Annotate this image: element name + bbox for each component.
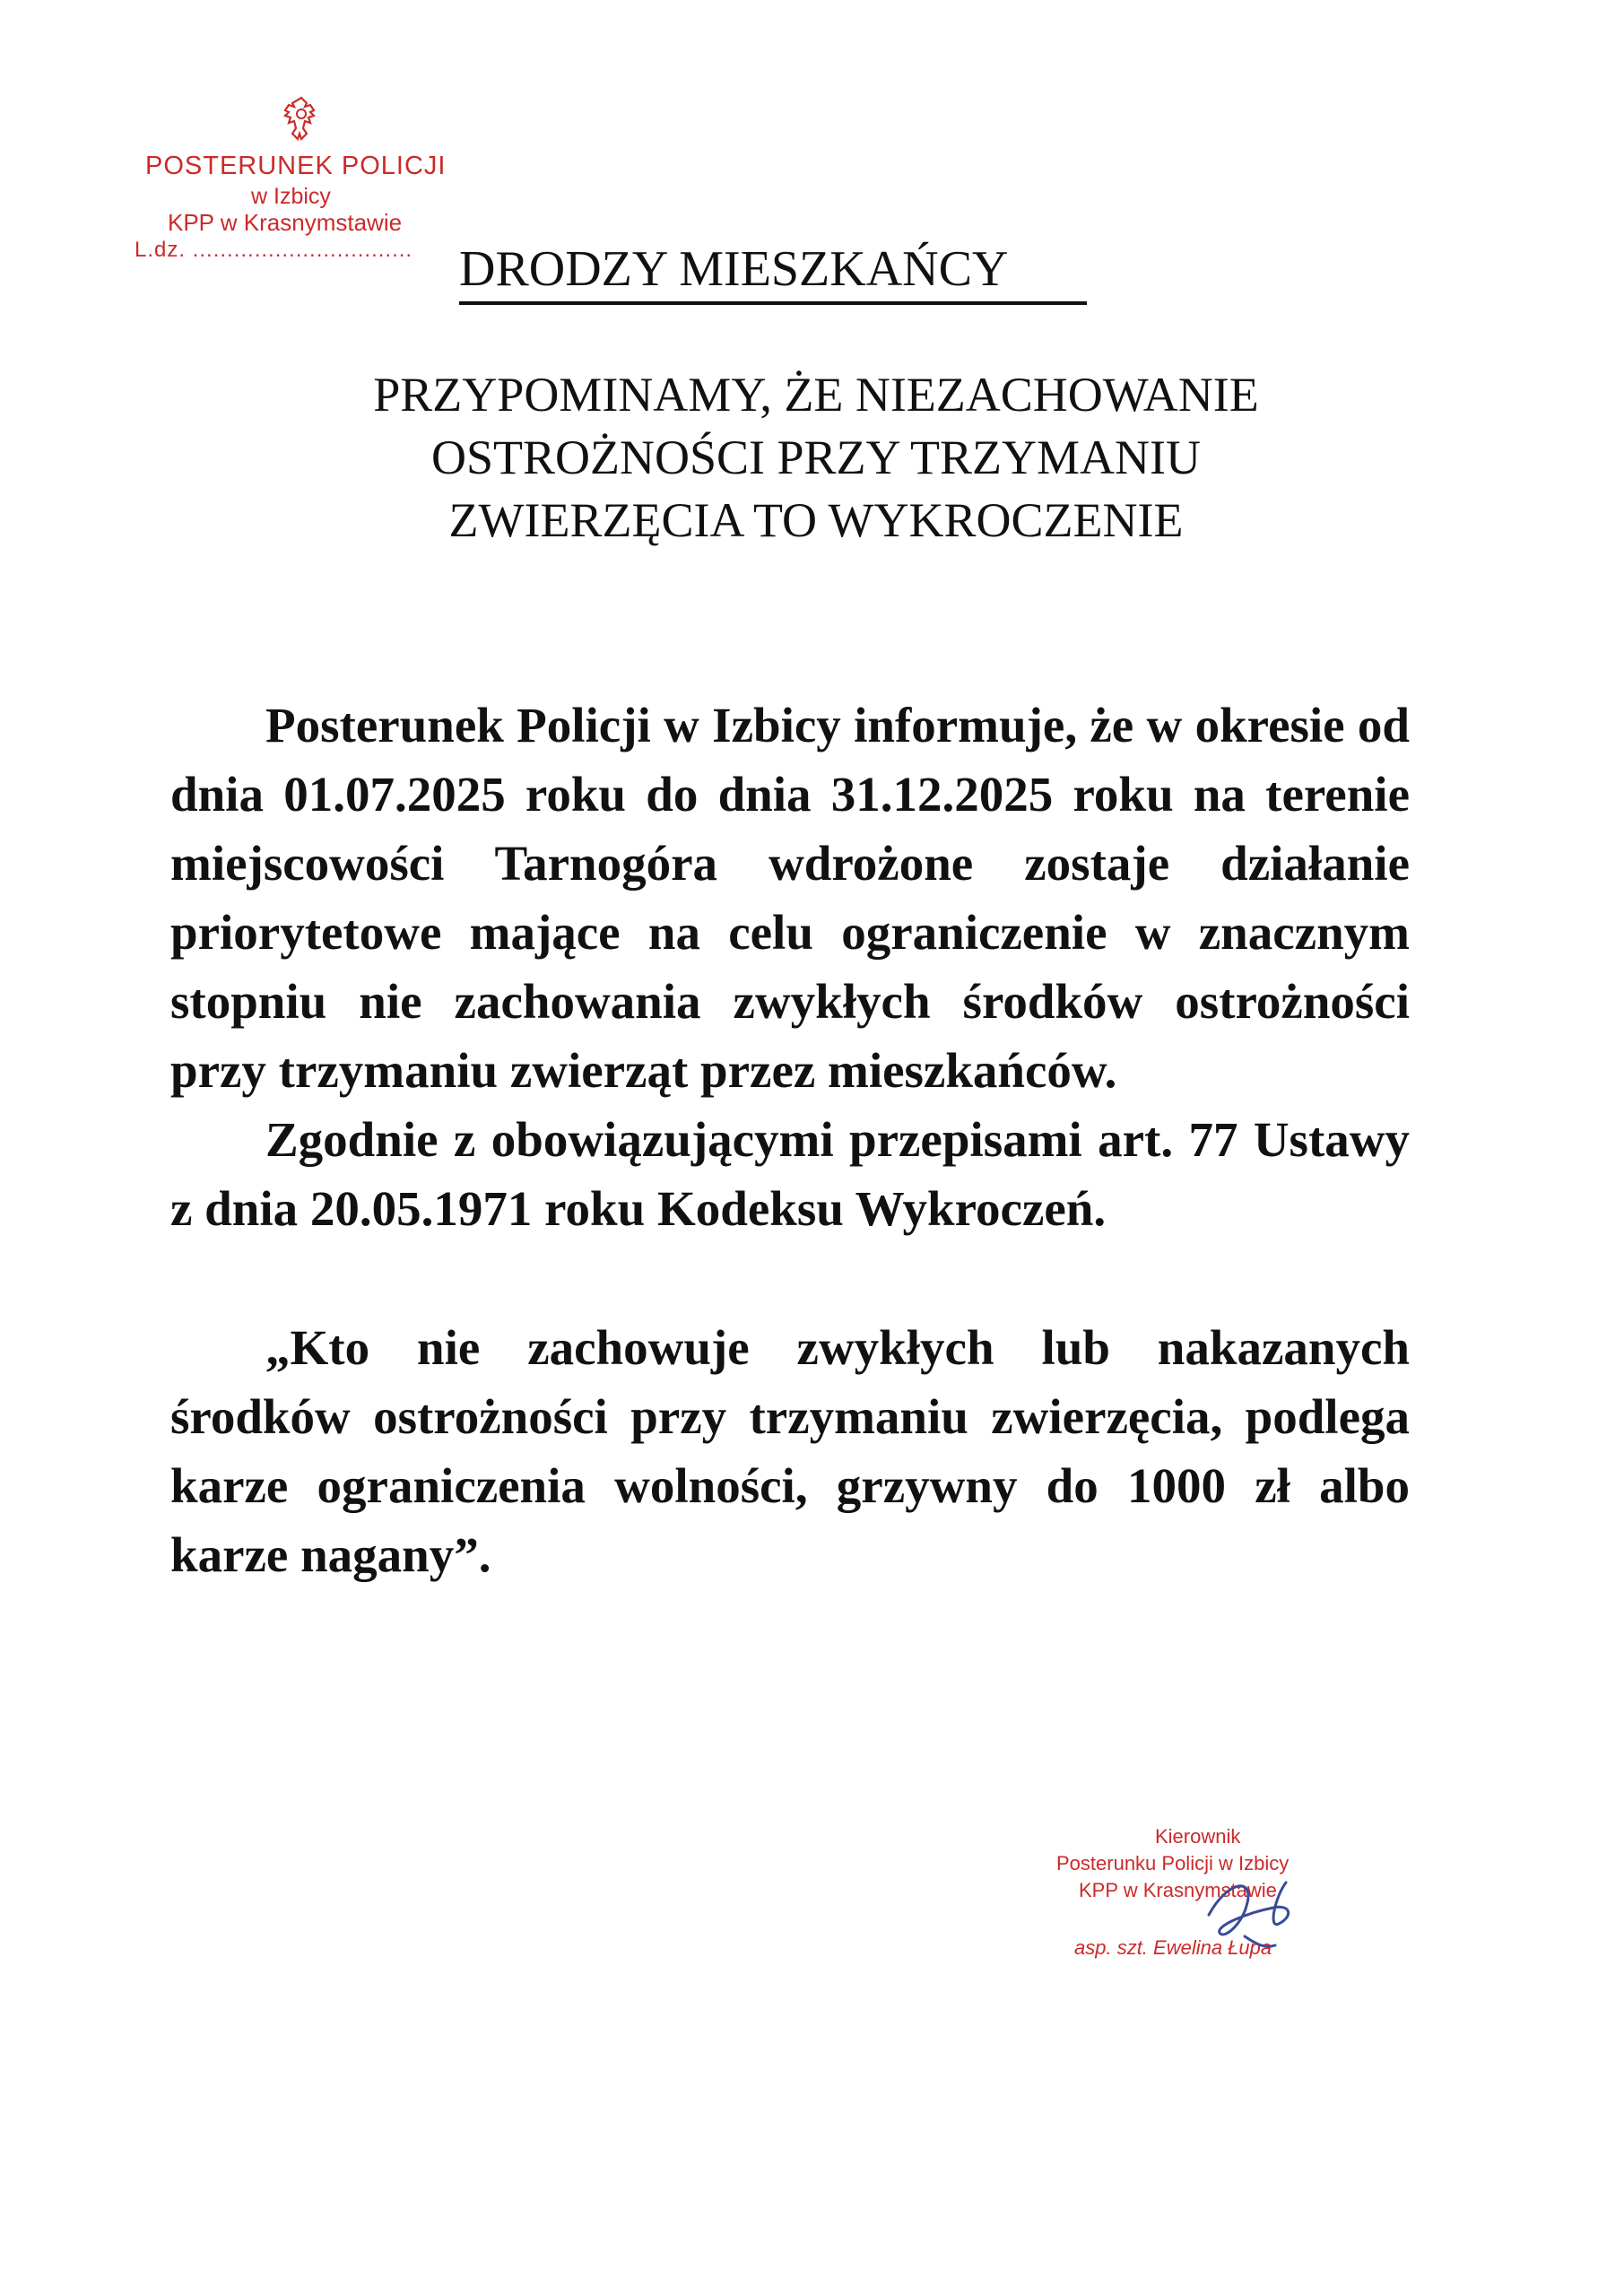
notice-body (170, 691, 1410, 1589)
subheading (269, 363, 1363, 552)
paragraph-legal-quote: „Kto nie zachowuje zwykłych lub nakazanych środków ostrożności przy trzymaniu zwierzęcia, podlega karze ograniczenia wolności, grzywny do 1000 zł albo karze nagany”. (170, 1320, 1410, 1582)
paragraph-legal-basis: Zgodnie z obowiązującymi przepisami art. 77 Ustawy z dnia 20.05.1971 roku Kodeksu Wykroczeń. (170, 1112, 1410, 1236)
stamp-line-kpp: KPP w Krasnymstawie (1079, 1879, 1277, 1901)
stamp-line-kpp: KPP w Krasnymstawie (168, 209, 403, 236)
page-title: DRODZY MIESZKAŃCY (459, 241, 1009, 297)
stamp-line-title: Kierownik (1155, 1825, 1241, 1848)
police-stamp-top (135, 94, 511, 274)
subheading-line-2: OSTROŻNOŚCI PRZY TRZYMANIU (430, 430, 1202, 484)
stamp-line-post: Posterunku Policji w Izbicy (1056, 1852, 1290, 1874)
title-underline (459, 301, 1087, 305)
paragraph-announcement: Posterunek Policji w Izbicy informuje, że w okresie od dnia 01.07.2025 roku do dnia 31.12.2025 roku na terenie miejscowości Tarnogóra wdrożone zostaje działanie priorytetowe mające na celu ograniczenie w znacznym stopniu nie zachowania zwykłych środków ostrożności przy trzymaniu zwierząt przez mieszkańców. (170, 698, 1410, 1098)
stamp-line-town: w Izbicy (251, 184, 331, 209)
handwritten-signature (1193, 1861, 1309, 1960)
commander-stamp (1049, 1825, 1372, 1978)
stamp-line-officer: asp. szt. Ewelina Łupa (1074, 1936, 1272, 1959)
subheading-line-1: PRZYPOMINAMY, ŻE NIEZACHOWANIE (373, 368, 1259, 422)
subheading-line-3: ZWIERZĘCIA TO WYKROCZENIE (448, 493, 1184, 547)
eagle-emblem-icon (276, 94, 326, 152)
stamp-line-unit: POSTERUNEK POLICJI (145, 152, 447, 180)
stamp-line-ldz: L.dz. ................................ (135, 238, 413, 262)
